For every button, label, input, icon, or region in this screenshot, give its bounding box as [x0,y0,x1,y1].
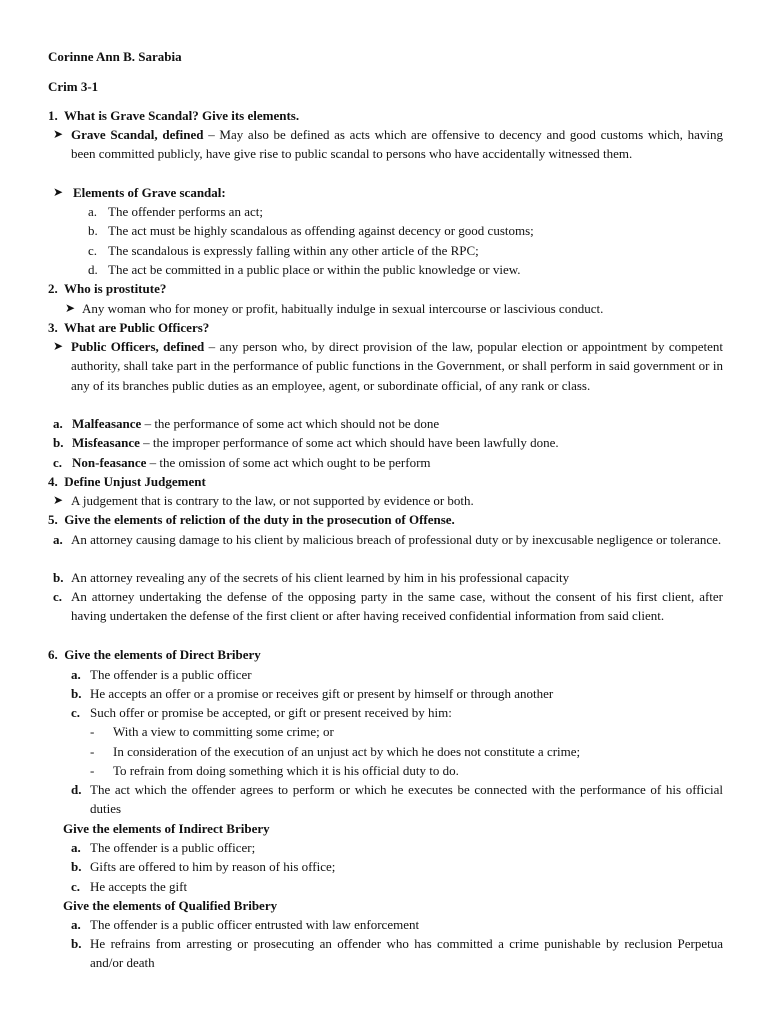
list-item: He accepts the gift [90,879,188,894]
list-letter: c. [71,705,81,720]
list-letter: d. [71,782,82,797]
arrow-bullet-icon: ➤ [53,339,64,353]
question-number: 3. [48,320,58,335]
public-officers-definition [71,337,723,395]
question-number: 6. [48,647,58,662]
indirect-bribery-heading: Give the elements of Indirect Bribery [63,821,270,836]
list-item: An attorney revealing any of the secrets of his client learned by him in his professional capacity [71,570,570,585]
definition-term: Grave Scandal, defined [71,127,204,142]
list-item: The act be committed in a public place or within the public knowledge or view. [108,262,521,277]
arrow-bullet-icon: ➤ [65,301,76,315]
question-title: Give the elements of reliction of the duty in the prosecution of Offense. [64,512,455,527]
term: Non-feasance [72,455,147,470]
list-item: An attorney undertaking the defense of the opposing party in the same case, without the consent of his first client, after having undertaken the defense of the first client or after having received confidential information from said client. [71,589,723,624]
sub-list-item: To refrain from doing something which it is his official duty to do. [113,763,459,778]
list-letter: b. [53,435,64,450]
arrow-bullet-icon: ➤ [53,127,64,141]
question-title: Who is prostitute? [64,281,167,296]
question-number: 5. [48,512,58,527]
list-letter: c. [53,455,63,470]
list-item [72,433,559,452]
question-6 [48,645,261,664]
arrow-bullet-icon: ➤ [53,493,64,507]
list-item: An attorney causing damage to his client by malicious breach of professional duty or by inexcusable negligence or tolerance. [71,532,722,547]
question-title: Give the elements of Direct Bribery [64,647,261,662]
question-title: Define Unjust Judgement [64,474,206,489]
list-letter: b. [71,859,82,874]
question-number: 1. [48,108,58,123]
question-2 [48,279,166,298]
definition-text: – May also be defined as acts which are offensive to decency and good customs which, having been committed publicly, have give rise to public scandal to persons who have accidentally witnessed them. [71,127,724,162]
term-text: – the omission of some act which ought to be perform [146,455,431,470]
question-4 [48,472,206,491]
list-letter: d. [88,262,98,277]
question-title: What is Grave Scandal? Give its elements. [64,108,300,123]
list-item: The act must be highly scandalous as offending against decency or good customs; [108,223,534,238]
list-item: The offender is a public officer entrusted with law enforcement [90,917,420,932]
list-item: The scandalous is expressly falling within any other article of the RPC; [108,243,479,258]
dash-bullet: - [90,763,95,778]
list-item: The act which the offender agrees to perform or which he executes be connected with the performance of his official duties [90,782,723,817]
question-number: 2. [48,281,58,296]
list-item: He refrains from arresting or prosecuting an offender who has committed a crime punishable by reclusion Perpetua and/or death [90,936,723,971]
question-5 [48,510,455,529]
list-item: Such offer or promise be accepted, or gift or present received by him: [90,705,452,720]
prostitute-answer: Any woman who for money or profit, habitually indulge in sexual intercourse or lascivious conduct. [82,301,604,316]
list-letter: b. [71,936,82,951]
question-3 [48,318,209,337]
question-number: 4. [48,474,58,489]
arrow-bullet-icon: ➤ [53,185,64,199]
dash-bullet: - [90,744,95,759]
question-title: What are Public Officers? [64,320,210,335]
list-letter: b. [71,686,82,701]
list-letter: a. [71,917,81,932]
definition-term: Public Officers, defined [71,339,205,354]
list-letter: a. [88,204,98,219]
list-letter: c. [88,243,98,258]
question-1 [48,106,299,125]
term-text: – the performance of some act which should not be done [141,416,440,431]
list-item: The offender is a public officer [90,667,252,682]
list-letter: b. [53,570,64,585]
list-letter: a. [53,532,63,547]
list-item: He accepts an offer or a promise or receives gift or present by himself or through another [90,686,554,701]
elements-heading: Elements of Grave scandal: [73,185,226,200]
dash-bullet: - [90,724,95,739]
list-item [72,453,431,472]
list-letter: b. [88,223,98,238]
list-letter: c. [71,879,81,894]
sub-list-item: With a view to committing some crime; or [113,724,334,739]
qualified-bribery-heading: Give the elements of Qualified Bribery [63,898,278,913]
class-section: Crim 3-1 [48,79,99,94]
term: Misfeasance [72,435,140,450]
unjust-judgement-answer: A judgement that is contrary to the law, or not supported by evidence or both. [71,493,474,508]
sub-list-item: In consideration of the execution of an unjust act by which he does not constitute a crime; [113,744,581,759]
list-letter: a. [53,416,63,431]
definition-text: – any person who, by direct provision of the law, popular election or appointment by competent authority, shall take part in the performance of public functions in the Government, or shall perform in said government or in any of its branches public duties as an employee, agent, or subordinate official, of any rank or class. [71,339,723,393]
list-item: The offender performs an act; [108,204,263,219]
list-letter: c. [53,589,63,604]
list-letter: a. [71,667,81,682]
list-item: The offender is a public officer; [90,840,256,855]
list-item [72,414,439,433]
term-text: – the improper performance of some act which should have been lawfully done. [139,435,559,450]
list-letter: a. [71,840,81,855]
list-item: Gifts are offered to him by reason of his office; [90,859,336,874]
term: Malfeasance [72,416,142,431]
grave-scandal-definition [71,125,723,164]
author-name: Corinne Ann B. Sarabia [48,49,182,64]
